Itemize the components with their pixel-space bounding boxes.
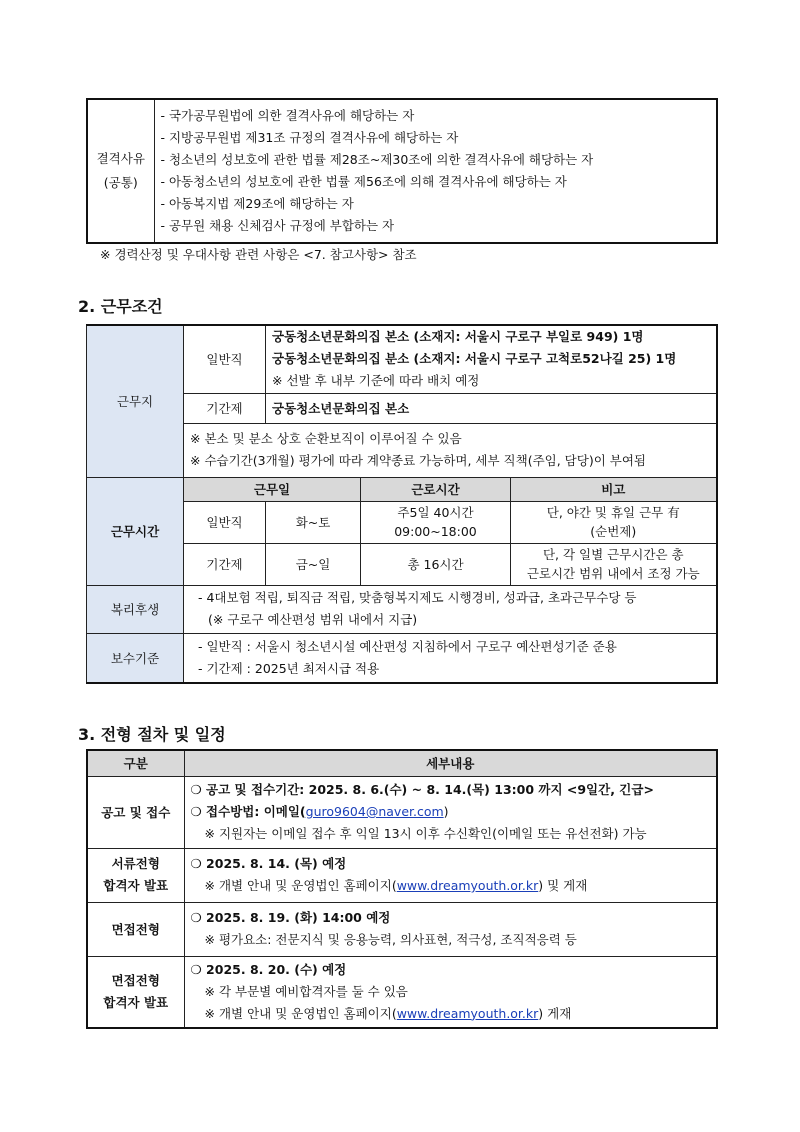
hours-label: 근무시간 (87, 477, 184, 585)
welfare-line: (※ 구로구 예산편성 범위 내에서 지급) (208, 612, 418, 627)
process-row-label: 면접전형 (87, 902, 184, 956)
disqualification-label-line2: (공통) (103, 175, 138, 190)
disqualification-label (87, 99, 154, 243)
workplace-label: 근무지 (87, 325, 184, 477)
hours-note-line: 단, 각 일별 근무시간은 총 (542, 547, 684, 562)
process-line-text: ※ 개별 안내 및 운영법인 홈페이지( (204, 878, 397, 893)
process-label-line: 합격자 발표 (103, 994, 169, 1010)
process-label-line: 서류전형 (111, 856, 160, 871)
hours-note-line: (순번제) (590, 524, 637, 539)
process-label-line: 합격자 발표 (103, 878, 169, 893)
process-row-detail (184, 956, 717, 1028)
homepage-link[interactable]: www.dreamyouth.or.kr (396, 878, 539, 893)
contract-type-label: 기간제 (184, 393, 266, 423)
process-line: ❍ 2025. 8. 19. (화) 14:00 예정 (190, 910, 391, 925)
hours-note-line: 단, 야간 및 휴일 근무 有 (546, 505, 680, 520)
hours-header-days: 근무일 (184, 477, 361, 501)
pay-content (184, 633, 717, 683)
process-line-text: ❍ 접수방법: 이메일( (190, 804, 306, 819)
disqualification-item: - 아동복지법 제29조에 해당하는 자 (160, 196, 354, 211)
general-type-label: 일반직 (184, 325, 266, 393)
hours-header-time: 근로시간 (361, 477, 511, 501)
homepage-link[interactable]: www.dreamyouth.or.kr (396, 1005, 539, 1021)
welfare-label: 복리후생 (87, 585, 184, 633)
disqualification-items (154, 99, 717, 243)
process-line: ❍ 2025. 8. 14. (목) 예정 (190, 856, 347, 871)
hours-row-time: 총 16시간 (361, 543, 511, 585)
rotation-note: ※ 본소 및 분소 상호 순환보직이 이루어질 수 있음 (190, 431, 462, 446)
disqualification-item: - 국가공무원법에 의한 결격사유에 해당하는 자 (160, 108, 415, 123)
disqualification-label-line1: 결격사유 (96, 151, 145, 166)
process-row-label (87, 956, 184, 1028)
process-line-text: ) 및 게재 (538, 878, 588, 893)
process-line-text: ※ 개별 안내 및 운영법인 홈페이지( (204, 1005, 397, 1021)
hours-row-type: 일반직 (184, 501, 266, 543)
workplace-main: 궁동청소년문화의집 본소 (소재지: 서울시 구로구 부일로 949) 1명 (272, 329, 644, 345)
process-line (191, 875, 717, 897)
workplace-branch: 궁동청소년문화의집 분소 (소재지: 서울시 구로구 고척로52나길 25) 1명 (272, 351, 677, 367)
process-header-category: 구분 (87, 750, 184, 776)
disqualification-table (86, 98, 718, 244)
hours-row-note (511, 543, 717, 585)
pay-label: 보수기준 (87, 633, 184, 683)
hours-time-line: 09:00~18:00 (394, 524, 477, 539)
process-line: ❍ 2025. 8. 20. (수) 예정 (190, 961, 347, 977)
process-label-line: 면접전형 (111, 972, 160, 988)
welfare-line: - 4대보험 적립, 퇴직금 적립, 맞춤형복지제도 시행경비, 성과급, 초과근무수당 등 (198, 590, 637, 605)
hours-row-type: 기간제 (184, 543, 266, 585)
welfare-content (184, 585, 717, 633)
process-line (191, 1003, 717, 1025)
selection-process-table (86, 749, 718, 1029)
section-3-title: 3. 전형 절차 및 일정 (78, 725, 226, 744)
section-2-title: 2. 근무조건 (78, 297, 163, 316)
general-workplace (266, 325, 717, 393)
pay-line: - 일반직 : 서울시 청소년시설 예산편성 지침하에서 구로구 예산편성기준 준용 (198, 638, 617, 654)
process-row-detail (184, 776, 717, 848)
probation-note: ※ 수습기간(3개월) 평가에 따라 계약종료 가능하며, 세부 직책(주임, 담당)이 부여됨 (190, 453, 646, 468)
disqualification-item: - 지방공무원법 제31조 규정의 결격사유에 해당하는 자 (160, 130, 459, 145)
placement-note: ※ 선발 후 내부 기준에 따라 배치 예정 (272, 373, 480, 389)
process-line-text: ) 게재 (538, 1005, 572, 1021)
process-line: ※ 각 부문별 예비합격자를 둘 수 있음 (204, 983, 408, 999)
process-header-detail: 세부내용 (184, 750, 717, 776)
hours-row-days: 화~토 (266, 501, 361, 543)
hours-note-line: 근로시간 범위 내에서 조정 가능 (526, 566, 700, 581)
hours-row-time (361, 501, 511, 543)
process-line: ※ 평가요소: 전문지식 및 응용능력, 의사표현, 적극성, 조직적응력 등 (204, 932, 577, 947)
process-row-detail (184, 902, 717, 956)
disqualification-item: - 아동청소년의 성보호에 관한 법률 제56조에 의해 결격사유에 해당하는 자 (160, 174, 567, 189)
disqualification-item: - 청소년의 성보호에 관한 법률 제28조~제30조에 의한 결격사유에 해당하는 자 (160, 152, 594, 167)
hours-row-note (511, 501, 717, 543)
hours-row-days: 금~일 (266, 543, 361, 585)
hours-time-line: 주5일 40시간 (397, 505, 474, 520)
process-row-detail (184, 848, 717, 902)
reference-note: ※ 경력산정 및 우대사항 관련 사항은 <7. 참고사항> 참조 (100, 247, 417, 262)
process-line (191, 801, 717, 823)
work-conditions-table (86, 324, 718, 684)
process-line-text: ) (443, 804, 449, 819)
email-link[interactable]: guro9604@naver.com (305, 804, 444, 819)
pay-line: - 기간제 : 2025년 최저시급 적용 (198, 660, 380, 676)
process-row-label (87, 848, 184, 902)
workplace-notes (184, 423, 717, 477)
process-row-label: 공고 및 접수 (87, 776, 184, 848)
process-line: ※ 지원자는 이메일 접수 후 익일 13시 이후 수신확인(이메일 또는 유선전화) 가능 (204, 826, 647, 841)
contract-workplace: 궁동청소년문화의집 본소 (266, 393, 717, 423)
hours-header-note: 비고 (511, 477, 717, 501)
disqualification-item: - 공무원 채용 신체검사 규정에 부합하는 자 (160, 218, 395, 233)
process-line: ❍ 공고 및 접수기간: 2025. 8. 6.(수) ~ 8. 14.(목) 13:00 까지 <9일간, 긴급> (190, 782, 654, 797)
